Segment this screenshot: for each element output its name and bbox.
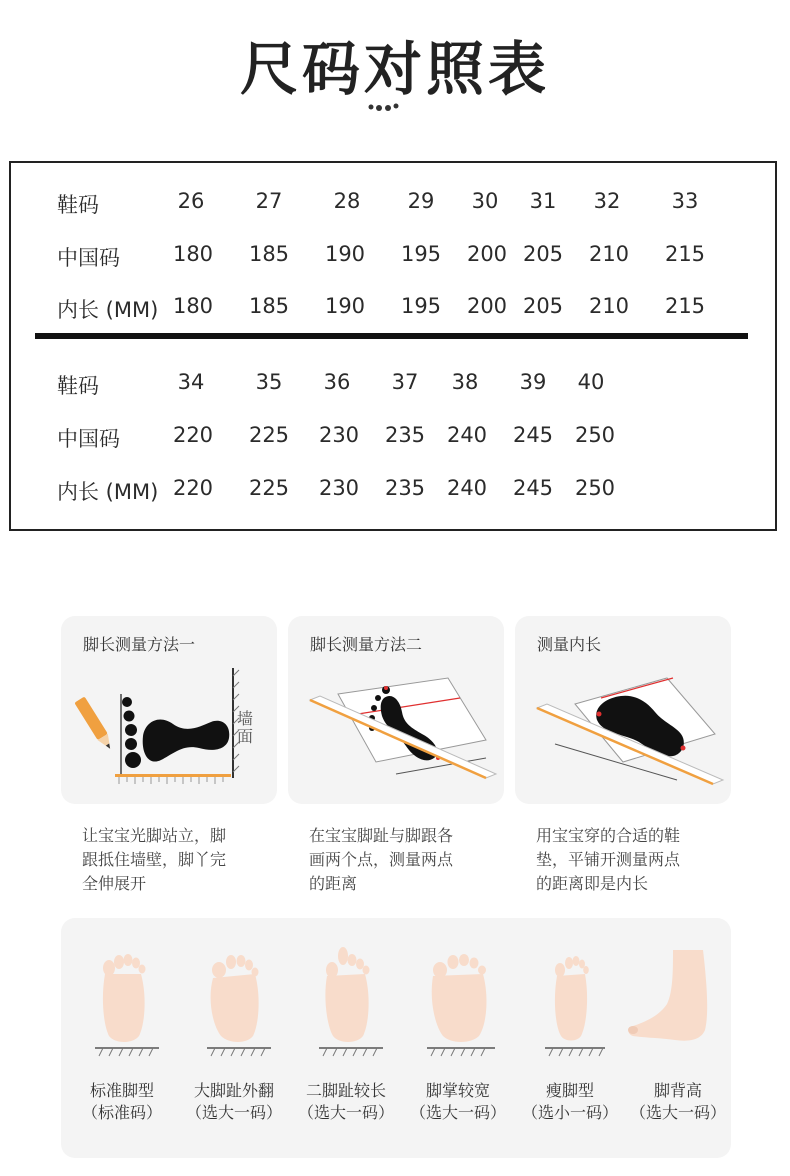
- table-cell: 32: [593, 189, 621, 213]
- table-cell: 250: [574, 423, 616, 447]
- shoe-size-row: [11, 370, 775, 410]
- table-cell: 205: [522, 242, 564, 266]
- foot-type-long-second-toe: [291, 918, 401, 1158]
- desc-line: 全伸展开: [82, 874, 147, 893]
- row-label-shoe-size: 鞋码: [57, 374, 99, 398]
- table-cell: 28: [333, 189, 361, 213]
- thin-foot-icon: [515, 944, 625, 1064]
- foot-type-name: 瘦脚型: [545, 1081, 594, 1100]
- shoe-size-row: [11, 189, 775, 229]
- inner-length-row: [11, 294, 775, 334]
- foot-type-note: （选大一码）: [409, 1103, 506, 1122]
- table-cell: 37: [391, 370, 419, 394]
- size-chart-table: [9, 161, 777, 531]
- desc-line: 的距离即是内长: [536, 874, 649, 893]
- foot-type-note: （选小一码）: [521, 1103, 618, 1122]
- table-cell: 185: [248, 294, 290, 318]
- wide-foot-icon: [403, 944, 513, 1064]
- method-title: 脚长测量方法一: [83, 635, 196, 654]
- foot-type-wide: [403, 918, 513, 1158]
- foot-type-standard: [67, 918, 177, 1158]
- desc-line: 跟抵住墙壁，脚丫完: [82, 850, 227, 869]
- method-card-1: [61, 616, 277, 804]
- foot-type-note: （标准码）: [81, 1103, 162, 1122]
- table-cell: 245: [512, 476, 554, 500]
- long-second-toe-foot-icon: [291, 944, 401, 1064]
- china-size-row: [11, 423, 775, 463]
- china-size-row: [11, 242, 775, 282]
- table-cell: 185: [248, 242, 290, 266]
- insole-ruler-icon: [515, 664, 731, 794]
- method-title: 脚长测量方法二: [310, 635, 423, 654]
- table-cell: 240: [446, 423, 488, 447]
- table-divider: [35, 333, 748, 339]
- foot-type-name: 二脚趾较长: [305, 1081, 386, 1100]
- table-cell: 190: [324, 294, 366, 318]
- table-cell: 210: [588, 294, 630, 318]
- method-desc-3: [536, 824, 722, 896]
- foot-type-note: （选大一码）: [297, 1103, 394, 1122]
- method-desc-1: [82, 824, 268, 896]
- table-cell: 245: [512, 423, 554, 447]
- desc-line: 画两个点，测量两点: [309, 850, 454, 869]
- row-label-china-size: 中国码: [57, 427, 120, 451]
- table-cell: 195: [400, 294, 442, 318]
- table-cell: 250: [574, 476, 616, 500]
- foot-type-name: 大脚趾外翻: [193, 1081, 274, 1100]
- foot-type-note: （选大一码）: [629, 1103, 726, 1122]
- table-cell: 33: [671, 189, 699, 213]
- table-cell: 215: [664, 294, 706, 318]
- table-cell: 215: [664, 242, 706, 266]
- method-desc-2: [309, 824, 495, 896]
- table-cell: 180: [172, 242, 214, 266]
- table-cell: 26: [177, 189, 205, 213]
- table-cell: 200: [466, 294, 508, 318]
- method-card-3: [515, 616, 731, 804]
- table-cell: 39: [519, 370, 547, 394]
- page-title: 尺码对照表: [239, 35, 550, 103]
- foot-type-name: 脚背高: [653, 1081, 702, 1100]
- foot-on-paper-ruler-icon: [288, 664, 504, 794]
- table-cell: 205: [522, 294, 564, 318]
- row-label-china-size: 中国码: [57, 246, 120, 270]
- table-cell: 230: [318, 476, 360, 500]
- table-cell: 36: [323, 370, 351, 394]
- table-cell: 40: [577, 370, 605, 394]
- table-cell: 220: [172, 423, 214, 447]
- bunion-foot-icon: [179, 944, 289, 1064]
- table-cell: 225: [248, 476, 290, 500]
- foot-types-panel: [61, 918, 731, 1158]
- wall-label: 墙面: [237, 709, 254, 746]
- table-cell: 235: [384, 476, 426, 500]
- method-title: 测量内长: [537, 635, 602, 654]
- foot-type-name: 脚掌较宽: [425, 1081, 490, 1100]
- desc-line: 用宝宝穿的合适的鞋: [536, 826, 681, 845]
- row-label-inner-length: 内长 (MM): [57, 480, 159, 504]
- desc-line: 垫，平铺开测量两点: [536, 850, 681, 869]
- foot-type-high-instep: [623, 918, 733, 1158]
- table-cell: 235: [384, 423, 426, 447]
- title-dots-icon: [366, 100, 426, 114]
- foot-type-note: （选大一码）: [185, 1103, 282, 1122]
- row-label-inner-length: 内长 (MM): [57, 298, 159, 322]
- foot-type-bunion: [179, 918, 289, 1158]
- high-instep-foot-icon: [623, 944, 733, 1064]
- inner-length-row: [11, 476, 775, 516]
- table-cell: 35: [255, 370, 283, 394]
- table-cell: 27: [255, 189, 283, 213]
- foot-type-thin: [515, 918, 625, 1158]
- desc-line: 的距离: [309, 874, 358, 893]
- desc-line: 让宝宝光脚站立，脚: [82, 826, 227, 845]
- table-cell: 29: [407, 189, 435, 213]
- standard-foot-icon: [67, 944, 177, 1064]
- foot-type-name: 标准脚型: [89, 1081, 154, 1100]
- table-cell: 190: [324, 242, 366, 266]
- table-cell: 34: [177, 370, 205, 394]
- table-cell: 200: [466, 242, 508, 266]
- table-cell: 38: [451, 370, 479, 394]
- table-cell: 210: [588, 242, 630, 266]
- table-cell: 240: [446, 476, 488, 500]
- table-cell: 195: [400, 242, 442, 266]
- desc-line: 在宝宝脚趾与脚跟各: [309, 826, 454, 845]
- table-cell: 225: [248, 423, 290, 447]
- table-cell: 30: [471, 189, 499, 213]
- table-cell: 31: [529, 189, 557, 213]
- row-label-shoe-size: 鞋码: [57, 193, 99, 217]
- method-card-2: [288, 616, 504, 804]
- table-cell: 230: [318, 423, 360, 447]
- table-cell: 220: [172, 476, 214, 500]
- table-cell: 180: [172, 294, 214, 318]
